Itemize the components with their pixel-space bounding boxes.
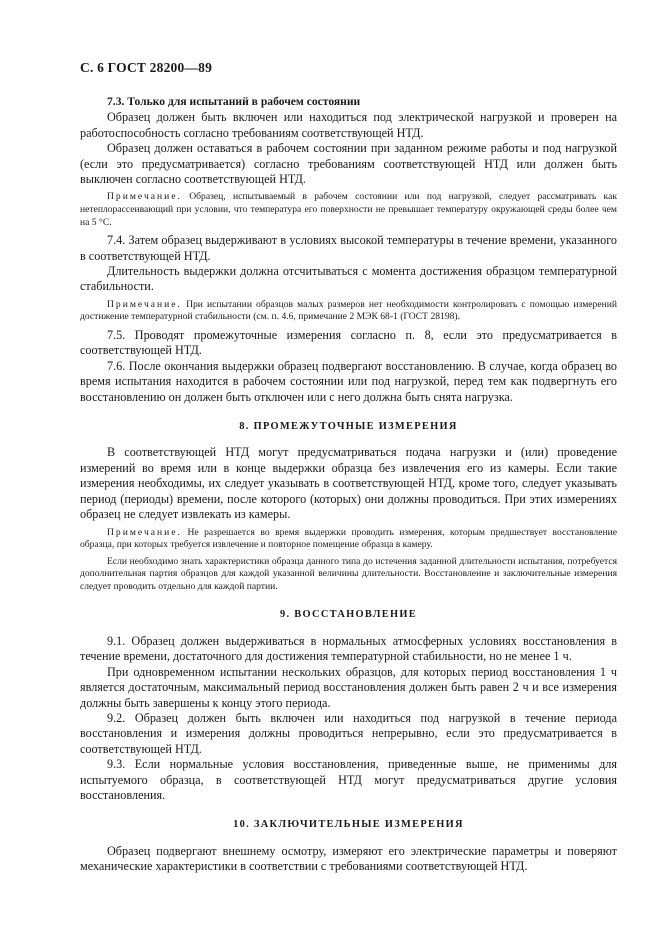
note <box>80 527 617 552</box>
section-title-8: 8. ПРОМЕЖУТОЧНЫЕ ИЗМЕРЕНИЯ <box>239 421 458 433</box>
note-text: Не разрешается во время выдержки проводить измерения, которым предшествует восстановление образца, при которых требуется извлечение и повторное помещение образца в камеру. <box>80 526 617 551</box>
note <box>80 191 617 229</box>
paragraph: Длительность выдержки должна отсчитываться с момента достижения образцом температурной стабильности. <box>80 264 617 294</box>
paragraph: Образец подвергают внешнему осмотру, измеряют его электрические параметры и поверяют механические характеристики в соответствии с требованиями соответствующей НТД. <box>80 843 617 874</box>
subheading-7-3: 7.3. Только для испытаний в рабочем состоянии <box>107 95 361 108</box>
section-title-9: 9. ВОССТАНОВЛЕНИЕ <box>279 609 418 621</box>
paragraph: 9.2. Образец должен быть включен или находиться под нагрузкой в течение периода восстановления и измерения должны проводиться непрерывно, если это предусматривается в соответствующей НТД. <box>80 710 617 756</box>
note-label: Примечание. <box>107 298 182 310</box>
paragraph: 7.4. Затем образец выдерживают в условиях высокой температуры в течение времени, указанного в соответствующей НТД. <box>80 233 617 263</box>
page-header: С. 6 ГОСТ 28200—89 <box>80 60 213 75</box>
note-label: Примечание. <box>107 191 182 203</box>
note-text: При испытании образцов малых размеров нет необходимости контролировать с помощью измерений достижение температурной стабильности (см. п. 4.6, примечание 2 МЭК 68-1 (ГОСТ 28198). <box>80 298 617 323</box>
paragraph: 9.1. Образец должен выдерживаться в нормальных атмосферных условиях восстановления в течение времени, достаточного для достижения температурной стабильности, но не менее 1 ч. <box>80 633 617 664</box>
section-title-10: 10. ЗАКЛЮЧИТЕЛЬНЫЕ ИЗМЕРЕНИЯ <box>233 819 464 831</box>
paragraph: 7.5. Проводят промежуточные измерения согласно п. 8, если это предусматривается в соответствующей НТД. <box>80 328 617 358</box>
page-content <box>80 94 617 875</box>
note-label: Примечание. <box>107 526 182 538</box>
note-continuation: Если необходимо знать характеристики образца данного типа до истечения заданной длительности испытания, потребуется дополнительная партия образцов для каждой указанной величины длительности. Восстановление и заключительные измерения следует проводить отдельно для каждой партии. <box>80 555 617 592</box>
paragraph: При одновременном испытании нескольких образцов, для которых период восстановления 1 ч является достаточным, максимальный период восстановления должен быть равен 2 ч и все измерения должны быть завершены к концу этого периода. <box>80 664 617 710</box>
note <box>80 299 617 324</box>
paragraph: 7.6. После окончания выдержки образец подвергают восстановлению. В случае, когда образец во время испытания находится в рабочем состоянии или под нагрузкой, перед тем как подвергнуть его восстановлению он должен быть отключен или с него должна быть снята нагрузка. <box>80 358 617 404</box>
paragraph: Образец должен быть включен или находиться под электрической нагрузкой и проверен на работоспособность согласно требованиям соответствующей НТД. <box>80 110 617 140</box>
paragraph: В соответствующей НТД могут предусматриваться подача нагрузки и (или) проведение измерений во время или в конце выдержки образца без извлечения его из камеры. Если такие измерения необходимы, их следует указывать в соответствующей НТД, кроме того, следует указывать период (периоды) времени, после которого (которых) они должны проводиться. При этих измерениях образец не следует извлекать из камеры. <box>80 445 617 522</box>
note-text: Образец, испытываемый в рабочем состоянии или под нагрузкой, следует рассматривать как нетеплорассеивающий при условии, что температура его поверхности не превышает температуру окружающей среды более чем на 5 °С. <box>80 191 617 228</box>
paragraph: 9.3. Если нормальные условия восстановления, приведенные выше, не применимы для испытуемого образца, в соответствующей НТД могут предусматриваться другие условия восстановления. <box>80 757 617 802</box>
paragraph: Образец должен оставаться в рабочем состоянии при заданном режиме работы и под нагрузкой (если это предусматривается) согласно требованиям соответствующей НТД или должен быть выключен согласно соответствующей НТД. <box>80 141 617 187</box>
